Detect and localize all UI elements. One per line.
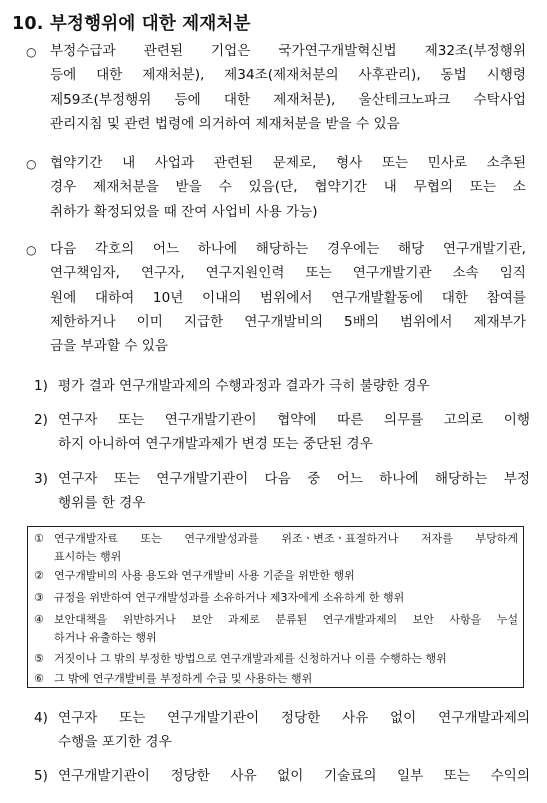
bullet-1-line-4: 관리지침 및 관련 법령에 의거하여 제재처분을 받을 수 있음 (50, 115, 400, 132)
bullet-2-line-2: 경우 제재처분을 받을 수 있음(단, 협약기간 내 무협의 또는 소 (50, 179, 526, 196)
bullet-3-line-4: 제한하거나 이미 지급한 연구개발비의 5배의 범위에서 제재부가 (50, 313, 526, 330)
item-2-line-1: 연구자 또는 연구개발기관이 협약에 따른 의무를 고의로 이행 (58, 412, 530, 428)
bullet-2-line-3: 취하가 확정되었을 때 잔여 사업비 사용 가능) (50, 203, 318, 220)
item-2-line-2: 하지 아니하여 연구개발과제가 변경 또는 중단된 경우 (58, 436, 373, 453)
box-item-3 (34, 589, 518, 607)
box-item-5-line-1: 거짓이나 그 밖의 부정한 방법으로 연구개발과제를 신청하거나 이를 수행하는 행위 (54, 652, 447, 665)
circled-number: ② (34, 569, 44, 582)
circled-number: ④ (34, 613, 44, 626)
bullet-3-line-2: 연구책임자, 연구자, 연구지원인력 또는 연구개발기관 소속 임직 (50, 265, 526, 282)
item-number: 3) (34, 471, 48, 487)
item-number: 5) (34, 768, 48, 784)
bullet-3-line-5: 금을 부과할 수 있음 (50, 338, 169, 355)
box-item-1 (34, 530, 518, 566)
bullet-paragraph-3 (26, 237, 526, 358)
item-1-line-1: 평가 결과 연구개발과제의 수행과정과 결과가 극히 불량한 경우 (58, 378, 430, 394)
box-item-1-line-2: 표시하는 행위 (54, 550, 122, 563)
item-4-line-1: 연구자 또는 연구개발기관이 정당한 사유 없이 연구개발과제의 (58, 710, 530, 726)
item-3-line-2: 행위를 한 경우 (58, 495, 146, 512)
box-item-1-line-1: 연구개발자료 또는 연구개발성과를 위조ㆍ변조ㆍ표절하거나 저자를 부당하게 (54, 532, 518, 545)
circled-number: ⑥ (34, 672, 44, 685)
list-item-4 (34, 706, 530, 755)
circle-bullet-icon: ○ (26, 243, 37, 257)
circle-bullet-icon: ○ (26, 157, 37, 171)
bullet-1-line-3: 제59조(부정행위 등에 대한 제재처분), 울산테크노파크 수탁사업 (50, 91, 526, 108)
bullet-paragraph-2 (26, 151, 526, 224)
bullet-paragraph-1 (26, 39, 526, 136)
bullet-2-line-1: 협약기간 내 사업과 관련된 문제로, 형사 또는 민사로 소추된 (50, 155, 526, 171)
box-item-4-line-1: 보안대책을 위반하거나 보안 과제로 분류된 연구개발과제의 보안 사항을 누설 (54, 613, 518, 626)
item-number: 2) (34, 412, 48, 428)
box-item-2 (34, 567, 518, 585)
circled-number: ③ (34, 591, 44, 604)
list-item-2 (34, 408, 530, 457)
bullet-3-line-3: 원에 대하여 10년 이내의 범위에서 연구개발활동에 대한 참여를 (50, 289, 526, 306)
item-3-line-1: 연구자 또는 연구개발기관이 다음 중 어느 하나에 해당하는 부정 (58, 471, 530, 487)
box-item-6 (34, 670, 518, 688)
box-item-4-line-2: 하거나 유출하는 행위 (54, 631, 157, 644)
item-number: 1) (34, 378, 48, 394)
circled-number: ⑤ (34, 652, 44, 665)
circle-bullet-icon: ○ (26, 45, 37, 59)
misconduct-box (27, 526, 524, 688)
bullet-3-line-1: 다음 각호의 어느 하나에 해당하는 경우에는 해당 연구개발기관, (50, 241, 526, 257)
box-item-5 (34, 650, 518, 668)
bullet-1-line-2: 등에 대한 제재처분), 제34조(제재처분의 사후관리), 동법 시행령 (50, 67, 526, 84)
item-5-line-1: 연구개발기관이 정당한 사유 없이 기술료의 일부 또는 수익의 (58, 768, 530, 784)
list-item-3 (34, 467, 530, 516)
box-item-2-line-1: 연구개발비의 사용 용도와 연구개발비 사용 기준을 위반한 행위 (54, 569, 355, 582)
section-heading: 10. 부정행위에 대한 제재처분 (12, 14, 251, 34)
box-item-3-line-1: 규정을 위반하여 연구개발성과를 소유하거나 제3자에게 소유하게 한 행위 (54, 591, 405, 604)
box-item-4 (34, 611, 518, 647)
box-item-6-line-1: 그 밖에 연구개발비를 부정하게 수급 및 사용하는 행위 (54, 672, 313, 685)
item-4-line-2: 수행을 포기한 경우 (58, 734, 172, 751)
list-item-1 (34, 374, 530, 398)
bullet-1-line-1: 부정수급과 관련된 기업은 국가연구개발혁신법 제32조(부정행위 (50, 43, 526, 59)
circled-number: ① (34, 532, 44, 545)
list-item-5 (34, 764, 530, 788)
item-number: 4) (34, 710, 48, 726)
